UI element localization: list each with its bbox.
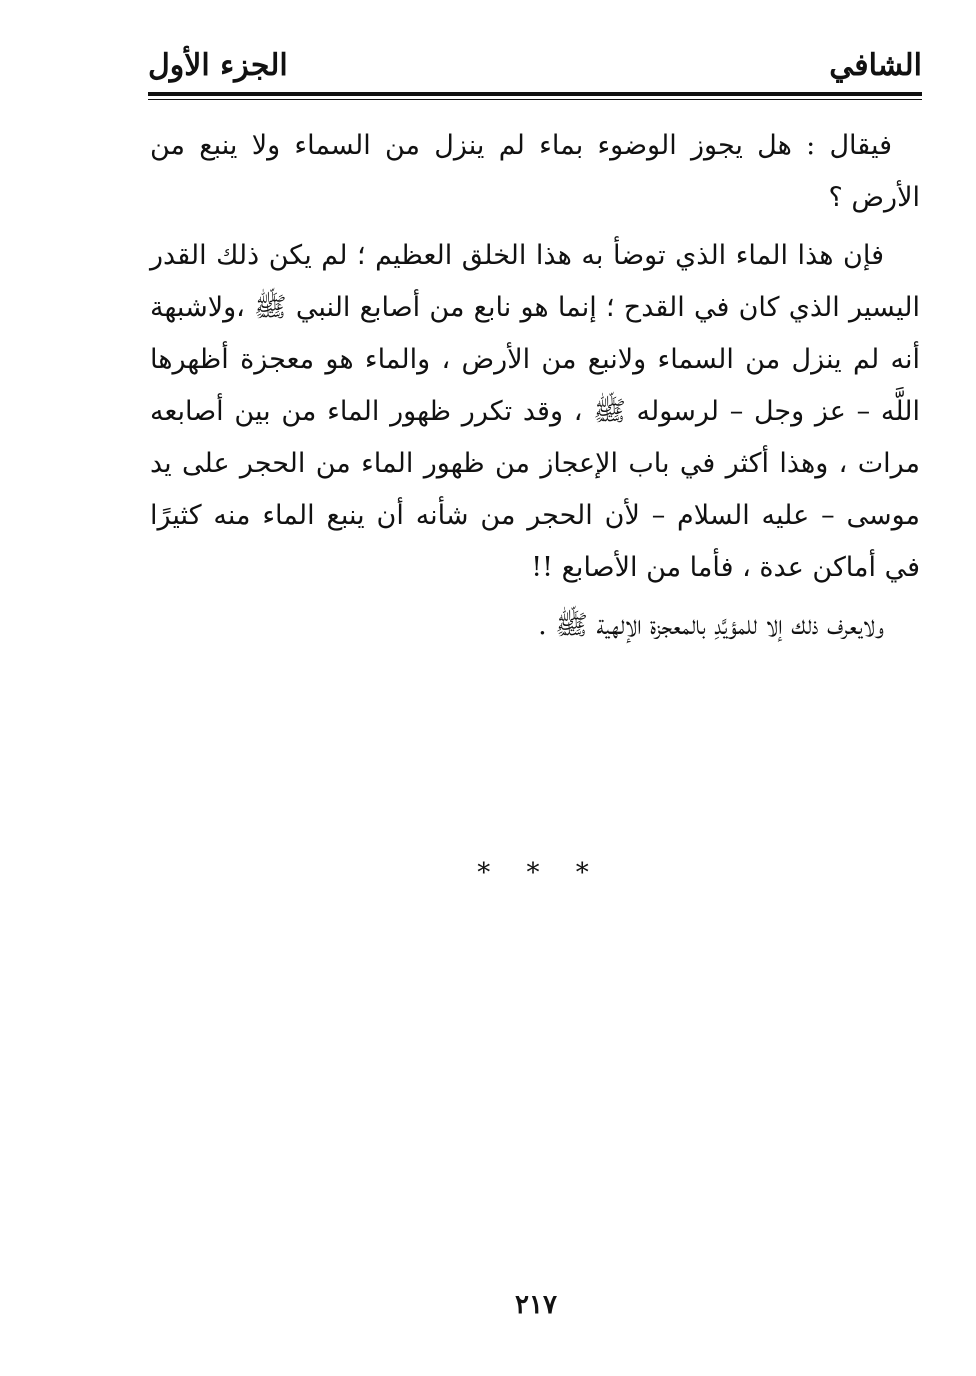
body-text — [150, 120, 920, 658]
volume-label: الجزء الأول — [148, 48, 288, 83]
header-rule-thin — [148, 99, 922, 100]
page-number: ٢١٧ — [515, 1290, 557, 1320]
book-title: الشافي — [829, 48, 922, 83]
running-header — [148, 42, 922, 90]
paragraph-question: فيقال : هل يجوز الوضوء بماء لم ينزل من السماء ولا ينبع من الأرض ؟ — [150, 130, 920, 213]
section-separator: * * * — [477, 858, 603, 888]
paragraph-explanation: فإن هذا الماء الذي توضأ به هذا الخلق العظيم ؛ لم يكن ذلك القدر اليسير الذي كان في القدح ؛ إنما هو نابع من أصابع النبي ﷺ ،ولاشبهة أنه لم ينزل من السماء ولانبع من الأرض ، والماء هو معجزة أظهرها اللَّه – عز وجل – لرسوله ﷺ ، وقد تكرر ظهور الماء من بين أصابعه مرات ، وهذا أكثر في باب الإعجاز من ظهور الماء من الحجر على يد موسى – عليه السلام – لأن الحجر من شأنه أن ينبع الماء منه كثيرًا في أماكن عدة ، فأما من الأصابع !! — [150, 240, 920, 583]
header-rule-thick — [148, 92, 922, 96]
paragraph-conclusion: ولايعرف ذلك إلا للمؤيَّدِ بالمعجزة الإلهية ﷺ . — [538, 610, 884, 641]
